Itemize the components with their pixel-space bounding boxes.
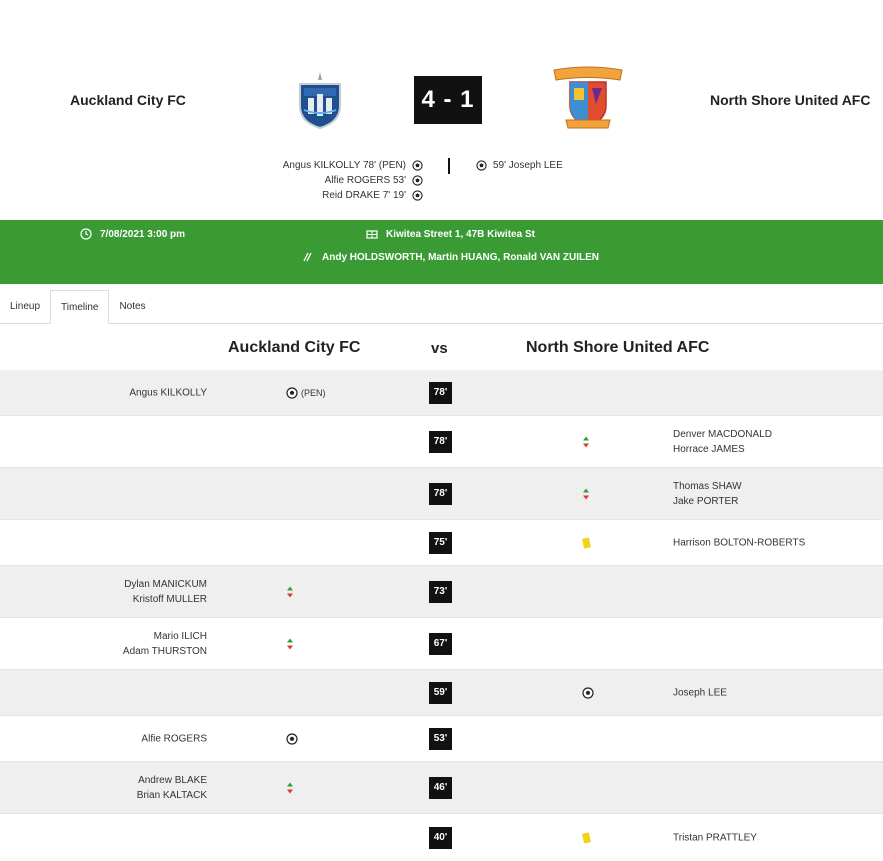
match-referees [302, 251, 599, 263]
tab-timeline[interactable]: Timeline [50, 290, 109, 324]
player-name-link[interactable]: Brian KALTACK [136, 789, 207, 801]
player-name-link[interactable]: Jake PORTER [673, 495, 739, 507]
home-scorers [283, 158, 423, 203]
soccer-ball-icon [412, 190, 423, 201]
timeline-row [0, 618, 883, 670]
away-event [582, 832, 591, 843]
away-players [673, 479, 742, 509]
timeline-row [0, 468, 883, 520]
timeline-away-team: North Shore United AFC [526, 339, 710, 356]
away-players [673, 685, 727, 700]
player-name-link[interactable]: Kristoff MULLER [132, 593, 207, 605]
timeline-home-team: Auckland City FC [228, 339, 361, 356]
timeline-row [0, 520, 883, 566]
soccer-ball-icon [412, 160, 423, 171]
home-players [129, 385, 207, 400]
home-scorer-text[interactable]: Alfie ROGERS 53' [324, 175, 406, 186]
event-note: (PEN) [301, 387, 326, 398]
away-event [582, 537, 591, 548]
home-scorer-row [283, 188, 423, 203]
away-scorers [476, 158, 563, 173]
match-score: 4 - 1 [414, 76, 482, 124]
soccer-ball-icon [476, 160, 487, 171]
player-name-link[interactable]: Horrace JAMES [673, 443, 745, 455]
minute-badge: 40' [429, 827, 452, 849]
away-event [582, 488, 590, 500]
whistle-icon [302, 251, 314, 263]
match-header [0, 0, 883, 220]
away-event [582, 436, 590, 448]
timeline-list [0, 370, 883, 861]
substitution-arrows-icon [582, 436, 590, 448]
minute-badge: 78' [429, 382, 452, 404]
away-team-crest-icon[interactable] [548, 66, 628, 132]
home-scorer-row [283, 158, 423, 173]
away-team-name[interactable]: North Shore United AFC [710, 92, 871, 108]
player-name-link[interactable]: Tristan PRATTLEY [673, 832, 757, 843]
scorers-divider [448, 158, 450, 174]
player-name-link[interactable]: Alfie ROGERS [141, 733, 207, 744]
match-info-bar [0, 220, 883, 284]
minute-badge: 78' [429, 431, 452, 453]
timeline-row [0, 670, 883, 716]
yellow-card-icon [582, 832, 591, 843]
home-team-crest-icon[interactable] [296, 70, 344, 130]
match-referees-text: Andy HOLDSWORTH, Martin HUANG, Ronald VAN ZUILEN [322, 251, 600, 263]
clock-icon [80, 228, 92, 240]
minute-badge: 73' [429, 581, 452, 603]
player-name-link[interactable]: Mario ILICH [153, 630, 207, 642]
match-venue-text[interactable]: Kiwitea Street 1, 47B Kiwitea St [386, 228, 535, 240]
soccer-ball-icon [412, 175, 423, 186]
minute-badge: 67' [429, 633, 452, 655]
match-datetime [80, 228, 185, 240]
player-name-link[interactable]: Dylan MANICKUM [124, 578, 207, 590]
home-players [141, 731, 207, 746]
away-scorer-text[interactable]: 59' Joseph LEE [493, 160, 563, 171]
minute-badge: 59' [429, 682, 452, 704]
timeline-row [0, 762, 883, 814]
away-players [673, 427, 772, 457]
home-event [286, 586, 294, 598]
substitution-arrows-icon [286, 586, 294, 598]
away-players [673, 535, 805, 550]
substitution-arrows-icon [582, 488, 590, 500]
minute-badge: 53' [429, 728, 452, 750]
home-players [137, 773, 207, 803]
timeline-header [0, 324, 883, 370]
match-tabs [0, 291, 883, 324]
soccer-ball-icon [286, 387, 298, 399]
away-event [582, 687, 594, 699]
substitution-arrows-icon [286, 782, 294, 794]
timeline-row [0, 814, 883, 861]
match-venue [366, 228, 535, 240]
home-scorer-text[interactable]: Angus KILKOLLY 78' (PEN) [282, 160, 406, 171]
player-name-link[interactable]: Adam THURSTON [122, 645, 207, 657]
minute-badge: 78' [429, 483, 452, 505]
home-scorer-row [283, 173, 423, 188]
timeline-vs: vs [431, 340, 448, 357]
home-event [286, 638, 294, 650]
home-event [286, 782, 294, 794]
home-event [286, 733, 298, 745]
minute-badge: 75' [429, 532, 452, 554]
tab-lineup[interactable]: Lineup [10, 301, 41, 312]
timeline-row [0, 416, 883, 468]
substitution-arrows-icon [286, 638, 294, 650]
timeline-row [0, 370, 883, 416]
stadium-icon [366, 228, 378, 240]
match-datetime-text: 7/08/2021 3:00 pm [100, 228, 186, 240]
home-team-name[interactable]: Auckland City FC [70, 92, 186, 108]
minute-badge: 46' [429, 777, 452, 799]
player-name-link[interactable]: Denver MACDONALD [673, 428, 772, 440]
player-name-link[interactable]: Thomas SHAW [673, 480, 742, 492]
away-players [673, 830, 757, 845]
soccer-ball-icon [582, 687, 594, 699]
player-name-link[interactable]: Angus KILKOLLY [129, 387, 207, 398]
tab-notes[interactable]: Notes [119, 301, 146, 312]
player-name-link[interactable]: Joseph LEE [673, 687, 727, 698]
timeline-row [0, 716, 883, 762]
player-name-link[interactable]: Harrison BOLTON-ROBERTS [673, 537, 806, 548]
player-name-link[interactable]: Andrew BLAKE [138, 774, 207, 786]
away-scorer-row [476, 158, 563, 173]
home-scorer-text[interactable]: Reid DRAKE 7' 19' [322, 190, 406, 201]
yellow-card-icon [582, 537, 591, 548]
home-players [123, 629, 207, 659]
home-event [286, 387, 326, 399]
soccer-ball-icon [286, 733, 298, 745]
home-players [124, 577, 207, 607]
timeline-row [0, 566, 883, 618]
